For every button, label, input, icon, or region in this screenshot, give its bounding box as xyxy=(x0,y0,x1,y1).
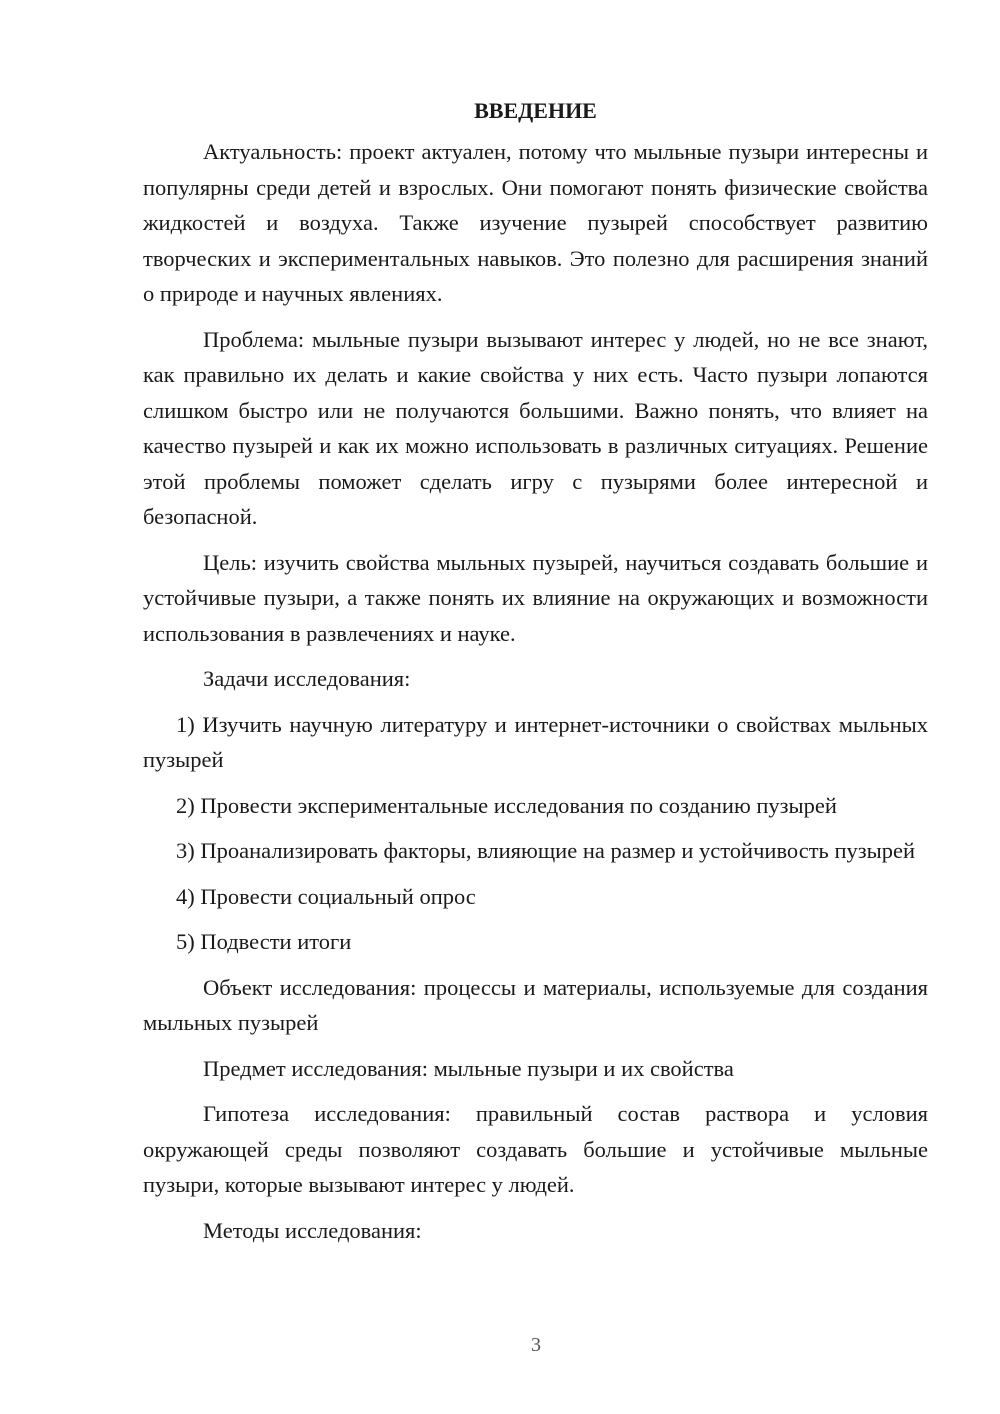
paragraph-methods-heading: Методы исследования: xyxy=(203,1217,422,1243)
paragraph-relevance: Актуальность: проект актуален, потому что мыльные пузыри интересны и популярны среди детей и взрослых. Они помогают понять физические свойства жидкостей и воздуха. Также изучение пузырей способствует развитию творческих и экспериментальных навыков. Это полезно для расширения знаний о природе и научных явлениях. xyxy=(143,139,928,306)
task-item-2: 2) Провести экспериментальные исследования по созданию пузырей xyxy=(176,792,837,818)
task-item-4: 4) Провести социальный опрос xyxy=(176,883,476,909)
section-title: ВВЕДЕНИЕ xyxy=(474,98,597,123)
document-page xyxy=(143,92,928,1248)
task-item-1: 1) Изучить научную литературу и интернет-источники о свойствах мыльных пузырей xyxy=(143,711,928,772)
paragraph-subject: Предмет исследования: мыльные пузыри и их свойства xyxy=(203,1055,734,1081)
paragraph-goal: Цель: изучить свойства мыльных пузырей, научиться создавать большие и устойчивые пузыри, а также понять их влияние на окружающих и возможности использования в развлечениях и науке. xyxy=(143,549,928,646)
task-item-5: 5) Подвести итоги xyxy=(176,929,352,954)
page-number: 3 xyxy=(531,1334,541,1356)
paragraph-object: Объект исследования: процессы и материалы, используемые для создания мыльных пузырей xyxy=(143,974,928,1035)
task-item-3: 3) Проанализировать факторы, влияющие на размер и устойчивость пузырей xyxy=(176,838,916,863)
paragraph-hypothesis: Гипотеза исследования: правильный состав раствора и условия окружающей среды позволяют создавать большие и устойчивые мыльные пузыри, которые вызывают интерес у людей. xyxy=(143,1101,928,1197)
paragraph-tasks-heading: Задачи исследования: xyxy=(203,666,411,691)
paragraph-problem: Проблема: мыльные пузыри вызывают интерес у людей, но не все знают, как правильно их делать и какие свойства у них есть. Часто пузыри лопаются слишком быстро или не получаются большими. Важно понять, что влияет на качество пузырей и как их можно использовать в различных ситуациях. Решение этой проблемы поможет сделать игру с пузырями более интересной и безопасной. xyxy=(143,326,928,529)
